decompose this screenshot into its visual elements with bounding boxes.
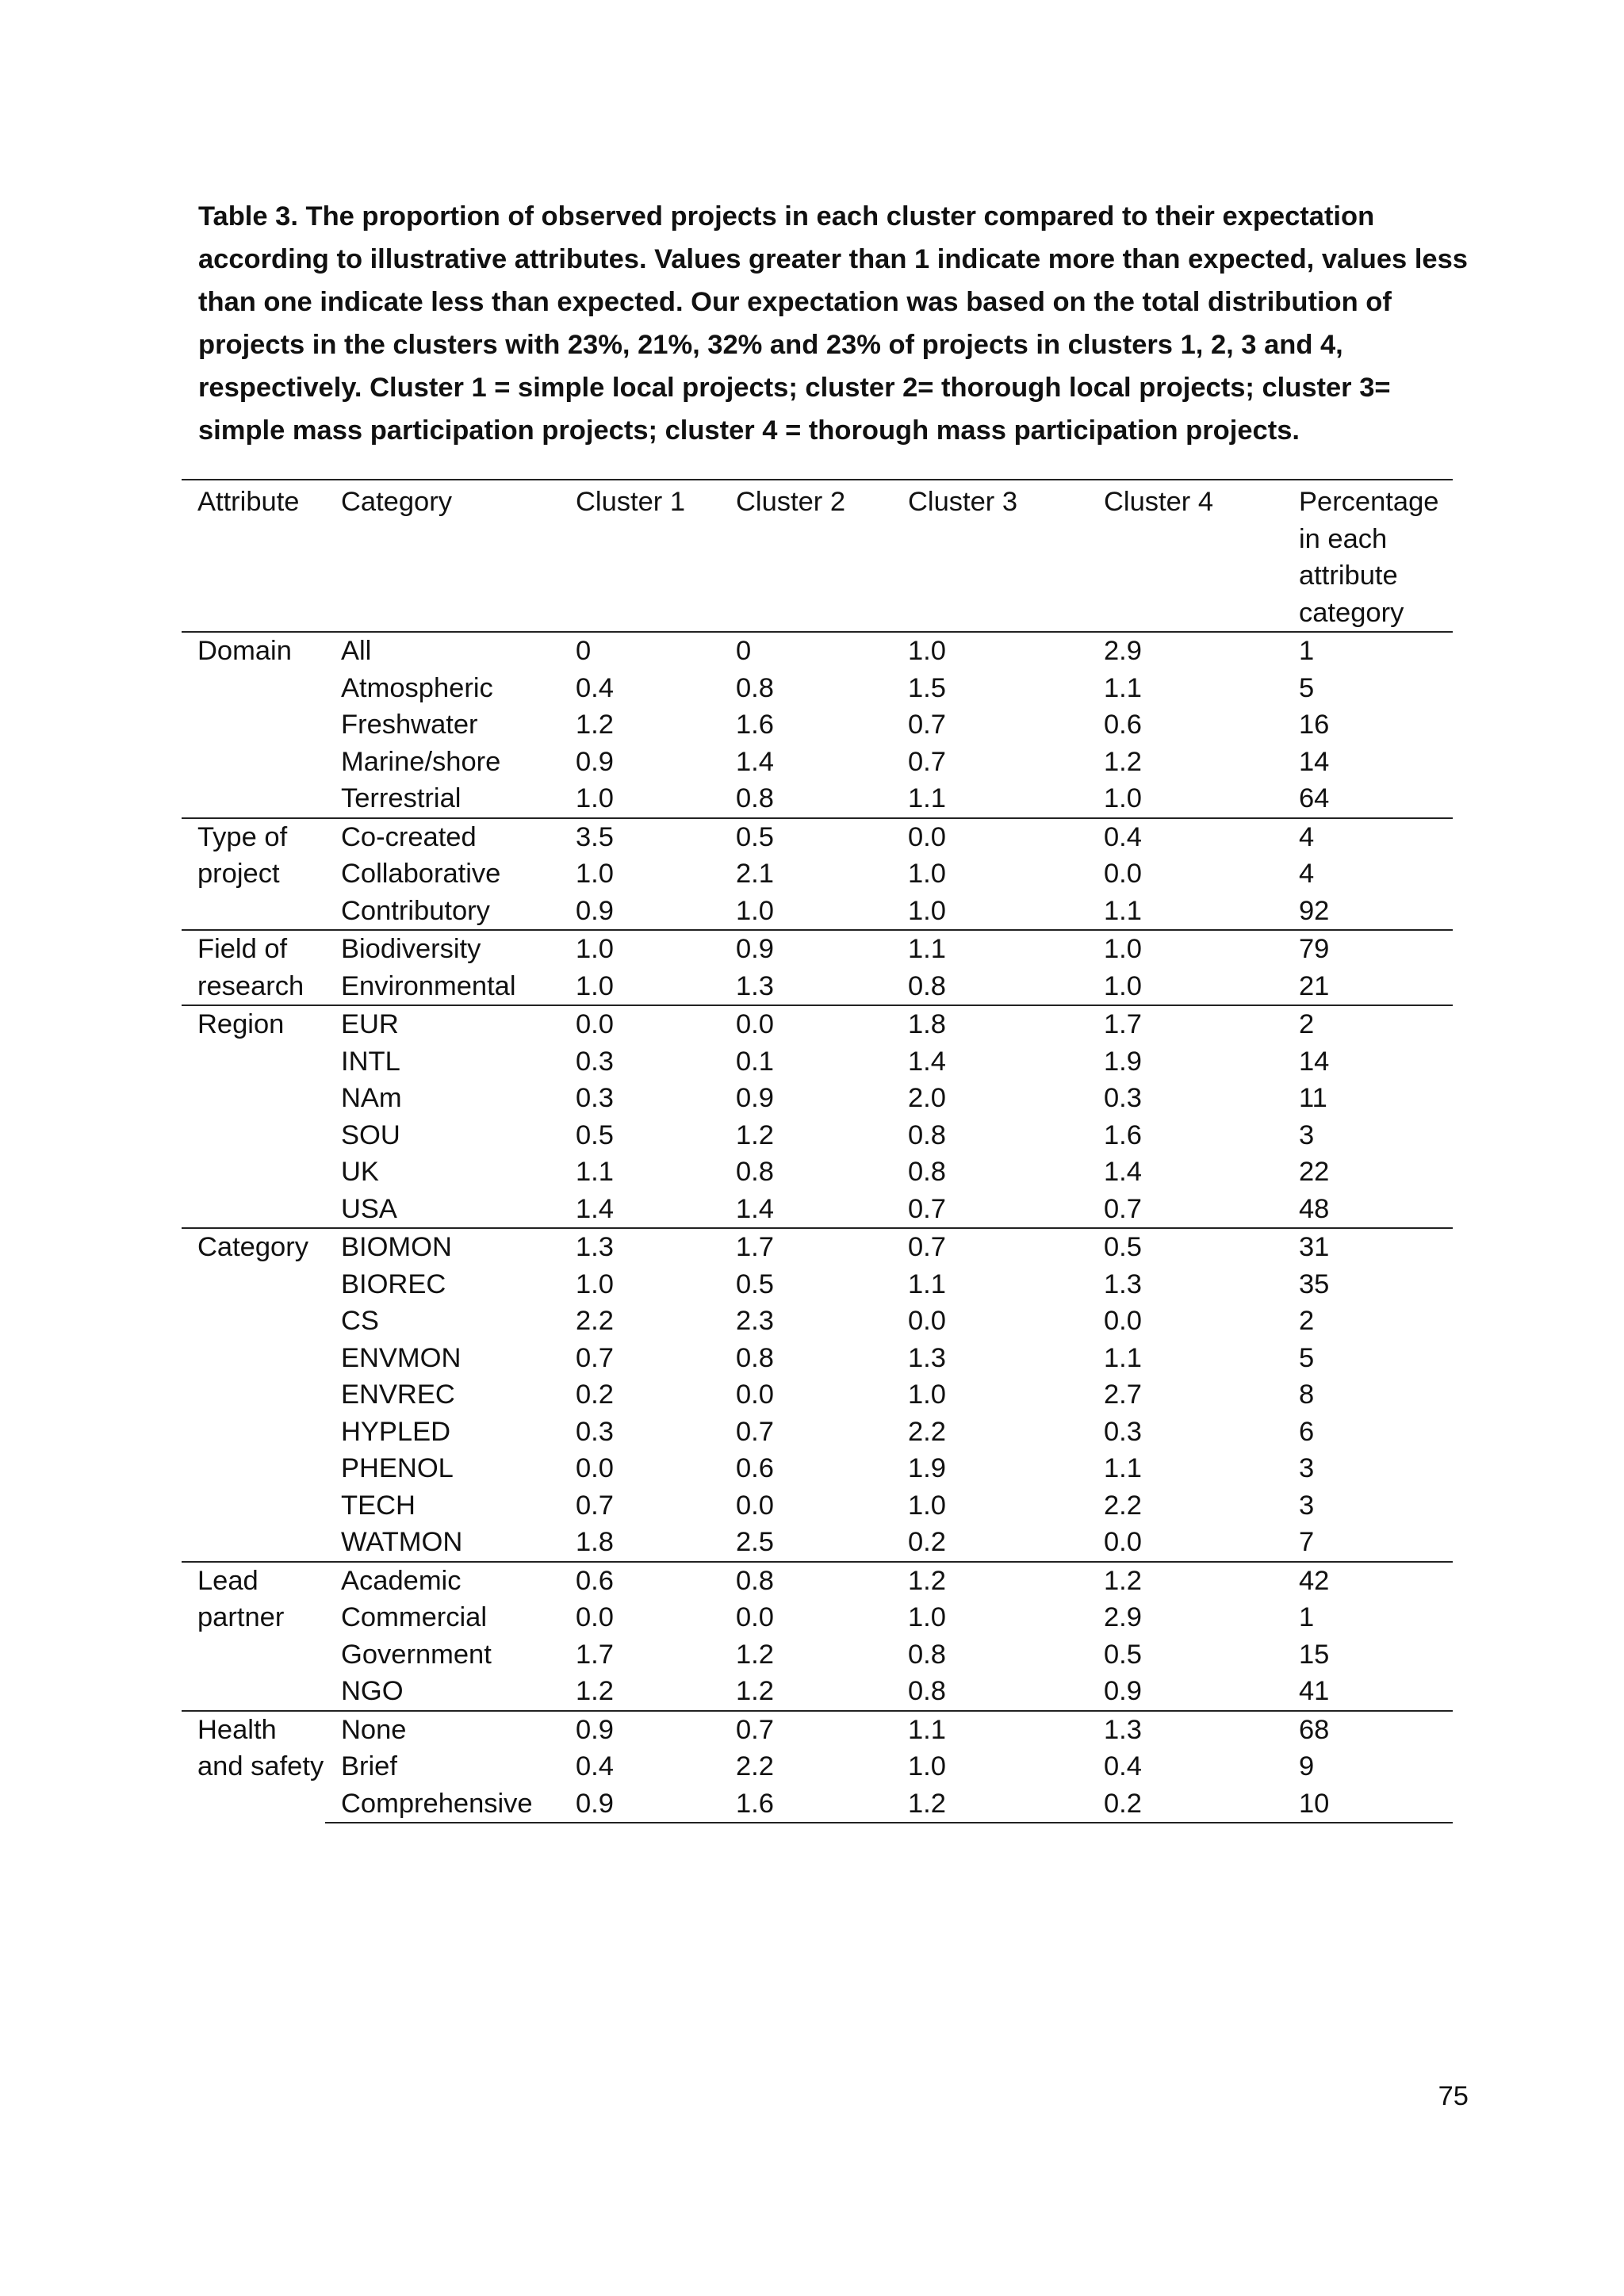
cluster-3-cell: 1.1 [908, 1269, 946, 1299]
category-cell: Freshwater [341, 710, 478, 740]
cluster-2-cell: 0.5 [736, 1269, 774, 1299]
cluster-4-cell: 1.1 [1104, 1342, 1142, 1373]
percentage-cell: 92 [1299, 895, 1330, 926]
cluster-3-cell: 1.3 [908, 1342, 946, 1373]
category-cell: SOU [341, 1119, 400, 1150]
header-attribute: Attribute [182, 480, 325, 632]
table-row [182, 1711, 1453, 1749]
percentage-cell: 1 [1283, 632, 1453, 670]
cluster-4-cell: 0.3 [1104, 1083, 1142, 1113]
cluster-3-cell: 0.7 [908, 746, 946, 777]
cluster-4-cell: 1.3 [1104, 1269, 1142, 1299]
category-cell: NGO [341, 1676, 404, 1706]
cluster-3-cell: 0.8 [908, 1676, 946, 1706]
category-cell: HYPLED [341, 1416, 451, 1447]
cluster-4-cell: 1.4 [1104, 1157, 1142, 1187]
cluster-2-cell: 0.7 [720, 1711, 892, 1749]
category-cell: Atmospheric [341, 672, 493, 703]
category-cell: PHENOL [341, 1453, 454, 1483]
category-cell: NAm [341, 1083, 402, 1113]
cluster-4-cell: 0.0 [1104, 859, 1142, 889]
cluster-3-cell: 0.7 [908, 710, 946, 740]
table-row [182, 855, 1453, 893]
cluster-2-cell: 0.8 [736, 783, 774, 813]
cluster-1-cell: 0.7 [576, 1342, 614, 1373]
table-row [182, 744, 1453, 781]
table-row [182, 1228, 1453, 1266]
percentage-cell: 3 [1299, 1119, 1315, 1150]
cluster-2-cell: 1.2 [736, 1676, 774, 1706]
cluster-1-cell: 0.6 [560, 1562, 720, 1600]
percentage-cell: 2 [1283, 1005, 1453, 1043]
attribute-cell: Health and safety [182, 1711, 325, 1823]
header-cluster-3: Cluster 3 [892, 480, 1088, 632]
cluster-1-cell: 1.0 [560, 930, 720, 968]
cluster-3-cell: 1.9 [908, 1453, 946, 1483]
category-cell: ENVMON [341, 1342, 462, 1373]
table-row [182, 1562, 1453, 1600]
cluster-3-cell: 1.0 [892, 632, 1088, 670]
header-cluster-1: Cluster 1 [560, 480, 720, 632]
cluster-3-cell: 0.8 [908, 1119, 946, 1150]
table-row [182, 1785, 1453, 1823]
header-cluster-4: Cluster 4 [1088, 480, 1283, 632]
percentage-cell: 8 [1299, 1380, 1315, 1410]
percentage-cell: 79 [1283, 930, 1453, 968]
cluster-2-cell: 1.7 [720, 1228, 892, 1266]
results-table [182, 479, 1453, 1823]
percentage-cell: 4 [1299, 859, 1315, 889]
percentage-cell: 2 [1299, 1306, 1315, 1336]
percentage-cell: 42 [1283, 1562, 1453, 1600]
cluster-2-cell: 1.2 [736, 1639, 774, 1670]
category-cell: WATMON [341, 1527, 463, 1557]
cluster-1-cell: 0.9 [560, 1785, 720, 1823]
cluster-4-cell: 1.7 [1088, 1005, 1283, 1043]
percentage-cell: 6 [1299, 1416, 1315, 1447]
cluster-1-cell: 1.2 [576, 710, 614, 740]
table-row [182, 1303, 1453, 1340]
percentage-cell: 68 [1283, 1711, 1453, 1749]
cluster-2-cell: 2.2 [736, 1751, 774, 1781]
table-row [182, 1450, 1453, 1487]
cluster-3-cell: 1.0 [908, 1751, 946, 1781]
cluster-3-cell: 2.0 [908, 1083, 946, 1113]
table-row [182, 670, 1453, 707]
attribute-cell: Category [182, 1228, 325, 1562]
attribute-cell: Domain [182, 632, 325, 818]
table-body [182, 632, 1453, 1823]
cluster-1-cell: 0.9 [576, 746, 614, 777]
cluster-2-cell: 1.2 [736, 1119, 774, 1150]
percentage-cell: 14 [1299, 1046, 1330, 1077]
cluster-4-cell: 1.9 [1104, 1046, 1142, 1077]
percentage-cell: 4 [1283, 818, 1453, 856]
percentage-cell: 3 [1299, 1490, 1315, 1521]
table-row [182, 968, 1453, 1006]
attribute-cell: Region [182, 1005, 325, 1228]
table-row [182, 1117, 1453, 1154]
cluster-4-cell: 1.3 [1088, 1711, 1283, 1749]
category-cell: USA [341, 1193, 397, 1224]
category-cell: All [325, 632, 560, 670]
table-row [182, 1266, 1453, 1303]
attribute-cell: Field of research [182, 930, 325, 1005]
table-row [182, 1080, 1453, 1117]
cluster-2-cell: 0.7 [736, 1416, 774, 1447]
table-row [182, 706, 1453, 744]
table-row [182, 1524, 1453, 1562]
cluster-4-cell: 0.2 [1088, 1785, 1283, 1823]
category-cell: Comprehensive [325, 1785, 560, 1823]
percentage-cell: 64 [1299, 783, 1330, 813]
cluster-3-cell: 1.1 [892, 930, 1088, 968]
cluster-1-cell: 1.0 [576, 783, 614, 813]
percentage-cell: 9 [1299, 1751, 1315, 1781]
cluster-2-cell: 0.8 [720, 1562, 892, 1600]
header-percentage: Percentage in each attribute category [1283, 480, 1453, 632]
cluster-3-cell: 1.2 [892, 1562, 1088, 1600]
cluster-4-cell: 0.4 [1104, 1751, 1142, 1781]
percentage-cell: 3 [1299, 1453, 1315, 1483]
cluster-4-cell: 1.0 [1104, 970, 1142, 1001]
category-cell: Brief [341, 1751, 397, 1781]
cluster-4-cell: 2.9 [1104, 1602, 1142, 1632]
cluster-1-cell: 1.3 [560, 1228, 720, 1266]
category-cell: TECH [341, 1490, 416, 1521]
cluster-4-cell: 0.5 [1104, 1639, 1142, 1670]
cluster-1-cell: 1.4 [576, 1193, 614, 1224]
cluster-1-cell: 0.2 [576, 1380, 614, 1410]
page-number: 75 [1438, 2081, 1469, 2111]
cluster-1-cell: 1.0 [576, 859, 614, 889]
cluster-4-cell: 0.6 [1104, 710, 1142, 740]
table-row [182, 1636, 1453, 1674]
cluster-4-cell: 2.2 [1104, 1490, 1142, 1521]
cluster-4-cell: 0.4 [1088, 818, 1283, 856]
cluster-3-cell: 0.8 [908, 970, 946, 1001]
cluster-4-cell: 1.1 [1104, 672, 1142, 703]
percentage-cell: 7 [1299, 1527, 1315, 1557]
cluster-1-cell: 1.2 [576, 1676, 614, 1706]
cluster-1-cell: 1.8 [576, 1527, 614, 1557]
category-cell: ENVREC [341, 1380, 455, 1410]
cluster-3-cell: 1.0 [908, 1380, 946, 1410]
table-row [182, 893, 1453, 931]
cluster-3-cell: 1.1 [892, 1711, 1088, 1749]
cluster-1-cell: 0.5 [576, 1119, 614, 1150]
table-row [182, 632, 1453, 670]
cluster-2-cell: 0.8 [736, 1342, 774, 1373]
table-row [182, 1748, 1453, 1785]
category-cell: Academic [325, 1562, 560, 1600]
cluster-2-cell: 0.1 [736, 1046, 774, 1077]
cluster-3-cell: 0.8 [908, 1639, 946, 1670]
cluster-4-cell: 1.1 [1104, 895, 1142, 926]
category-cell: UK [341, 1157, 379, 1187]
cluster-4-cell: 1.6 [1104, 1119, 1142, 1150]
percentage-cell: 31 [1283, 1228, 1453, 1266]
cluster-1-cell: 0.0 [576, 1602, 614, 1632]
cluster-1-cell: 0.3 [576, 1416, 614, 1447]
cluster-1-cell: 0.4 [576, 672, 614, 703]
percentage-cell: 5 [1299, 1342, 1315, 1373]
percentage-cell: 22 [1299, 1157, 1330, 1187]
table-row [182, 1487, 1453, 1525]
cluster-2-cell: 2.5 [736, 1527, 774, 1557]
category-cell: Commercial [341, 1602, 488, 1632]
category-cell: Government [341, 1639, 492, 1670]
attribute-cell: Type of project [182, 818, 325, 931]
cluster-3-cell: 0.2 [908, 1527, 946, 1557]
table-row [182, 1154, 1453, 1191]
cluster-3-cell: 1.1 [908, 783, 946, 813]
category-cell: BIOMON [325, 1228, 560, 1266]
cluster-3-cell: 1.0 [908, 859, 946, 889]
cluster-2-cell: 0.0 [736, 1490, 774, 1521]
cluster-3-cell: 2.2 [908, 1416, 946, 1447]
cluster-1-cell: 0 [560, 632, 720, 670]
cluster-2-cell: 0.8 [736, 1157, 774, 1187]
header-row [182, 480, 1453, 632]
cluster-2-cell: 1.4 [736, 1193, 774, 1224]
cluster-3-cell: 1.0 [908, 895, 946, 926]
cluster-3-cell: 1.8 [892, 1005, 1088, 1043]
table-row [182, 1005, 1453, 1043]
cluster-2-cell: 1.6 [720, 1785, 892, 1823]
cluster-2-cell: 0.0 [736, 1602, 774, 1632]
cluster-1-cell: 3.5 [560, 818, 720, 856]
cluster-3-cell: 0.7 [892, 1228, 1088, 1266]
cluster-1-cell: 0.0 [560, 1005, 720, 1043]
table-row [182, 780, 1453, 818]
cluster-2-cell: 1.3 [736, 970, 774, 1001]
category-cell: INTL [341, 1046, 400, 1077]
category-cell: Environmental [341, 970, 516, 1001]
cluster-1-cell: 1.7 [576, 1639, 614, 1670]
percentage-cell: 11 [1299, 1083, 1327, 1113]
cluster-4-cell: 1.2 [1088, 1562, 1283, 1600]
cluster-4-cell: 0.3 [1104, 1416, 1142, 1447]
table-row [182, 930, 1453, 968]
category-cell: Biodiversity [325, 930, 560, 968]
cluster-3-cell: 1.4 [908, 1046, 946, 1077]
cluster-1-cell: 0.9 [576, 895, 614, 926]
cluster-2-cell: 0.8 [736, 672, 774, 703]
table-row [182, 1376, 1453, 1414]
cluster-1-cell: 0.9 [560, 1711, 720, 1749]
cluster-1-cell: 1.0 [576, 970, 614, 1001]
percentage-cell: 15 [1299, 1639, 1330, 1670]
cluster-1-cell: 2.2 [576, 1306, 614, 1336]
table-row [182, 818, 1453, 856]
cluster-1-cell: 1.0 [576, 1269, 614, 1299]
cluster-2-cell: 0.0 [736, 1380, 774, 1410]
cluster-3-cell: 0.7 [908, 1193, 946, 1224]
table-caption: Table 3. The proportion of observed projects in each cluster compared to their expectation according to illustrative attributes. Values greater than 1 indicate more than expected, values less than one indicate less than expected. Our expectation was based on the total distribution of projects in the clusters with 23%, 21%, 32% and 23% of projects in clusters 1, 2, 3 and 4, respectively. Cluster 1 = simple local projects; cluster 2= thorough local projects; cluster 3= simple mass participation projects; cluster 4 = thorough mass participation projects. [198, 201, 1468, 446]
cluster-2-cell: 0.0 [720, 1005, 892, 1043]
category-cell: Co-created [325, 818, 560, 856]
header-category: Category [325, 480, 560, 632]
cluster-2-cell: 0.6 [736, 1453, 774, 1483]
percentage-cell: 5 [1299, 672, 1315, 703]
cluster-2-cell: 2.3 [736, 1306, 774, 1336]
percentage-cell: 14 [1299, 746, 1330, 777]
cluster-2-cell: 1.4 [736, 746, 774, 777]
cluster-4-cell: 1.0 [1104, 783, 1142, 813]
table-row [182, 1340, 1453, 1377]
percentage-cell: 35 [1299, 1269, 1330, 1299]
cluster-2-cell: 0.5 [720, 818, 892, 856]
percentage-cell: 16 [1299, 710, 1330, 740]
cluster-3-cell: 0.0 [908, 1306, 946, 1336]
category-cell: CS [341, 1306, 379, 1336]
percentage-cell: 10 [1283, 1785, 1453, 1823]
cluster-4-cell: 1.0 [1088, 930, 1283, 968]
percentage-cell: 41 [1299, 1676, 1330, 1706]
cluster-3-cell: 1.5 [908, 672, 946, 703]
category-cell: BIOREC [341, 1269, 446, 1299]
cluster-4-cell: 1.2 [1104, 746, 1142, 777]
cluster-2-cell: 2.1 [736, 859, 774, 889]
cluster-2-cell: 0.9 [720, 930, 892, 968]
cluster-1-cell: 0.4 [576, 1751, 614, 1781]
cluster-2-cell: 1.0 [736, 895, 774, 926]
cluster-1-cell: 0.7 [576, 1490, 614, 1521]
category-cell: None [325, 1711, 560, 1749]
cluster-1-cell: 0.0 [576, 1453, 614, 1483]
header-cluster-2: Cluster 2 [720, 480, 892, 632]
percentage-cell: 21 [1299, 970, 1330, 1001]
table-row [182, 1043, 1453, 1081]
table-row [182, 1414, 1453, 1451]
cluster-4-cell: 0.0 [1104, 1527, 1142, 1557]
table-row [182, 1599, 1453, 1636]
cluster-4-cell: 1.1 [1104, 1453, 1142, 1483]
attribute-cell: Lead partner [182, 1562, 325, 1711]
cluster-1-cell: 0.3 [576, 1083, 614, 1113]
cluster-4-cell: 2.9 [1088, 632, 1283, 670]
table-row [182, 1191, 1453, 1229]
cluster-2-cell: 0.9 [736, 1083, 774, 1113]
category-cell: Terrestrial [341, 783, 462, 813]
cluster-3-cell: 0.8 [908, 1157, 946, 1187]
cluster-3-cell: 0.0 [892, 818, 1088, 856]
cluster-1-cell: 0.3 [576, 1046, 614, 1077]
cluster-2-cell: 1.6 [736, 710, 774, 740]
cluster-3-cell: 1.0 [908, 1490, 946, 1521]
cluster-4-cell: 0.5 [1088, 1228, 1283, 1266]
cluster-3-cell: 1.0 [908, 1602, 946, 1632]
category-cell: Marine/shore [341, 746, 501, 777]
cluster-4-cell: 0.7 [1104, 1193, 1142, 1224]
cluster-2-cell: 0 [720, 632, 892, 670]
cluster-4-cell: 2.7 [1104, 1380, 1142, 1410]
cluster-3-cell: 1.2 [892, 1785, 1088, 1823]
category-cell: EUR [325, 1005, 560, 1043]
percentage-cell: 1 [1299, 1602, 1315, 1632]
table-header [182, 480, 1453, 632]
cluster-4-cell: 0.0 [1104, 1306, 1142, 1336]
category-cell: Contributory [341, 895, 490, 926]
category-cell: Collaborative [341, 859, 501, 889]
table-row [182, 1673, 1453, 1711]
cluster-4-cell: 0.9 [1104, 1676, 1142, 1706]
cluster-1-cell: 1.1 [576, 1157, 614, 1187]
percentage-cell: 48 [1299, 1193, 1330, 1224]
